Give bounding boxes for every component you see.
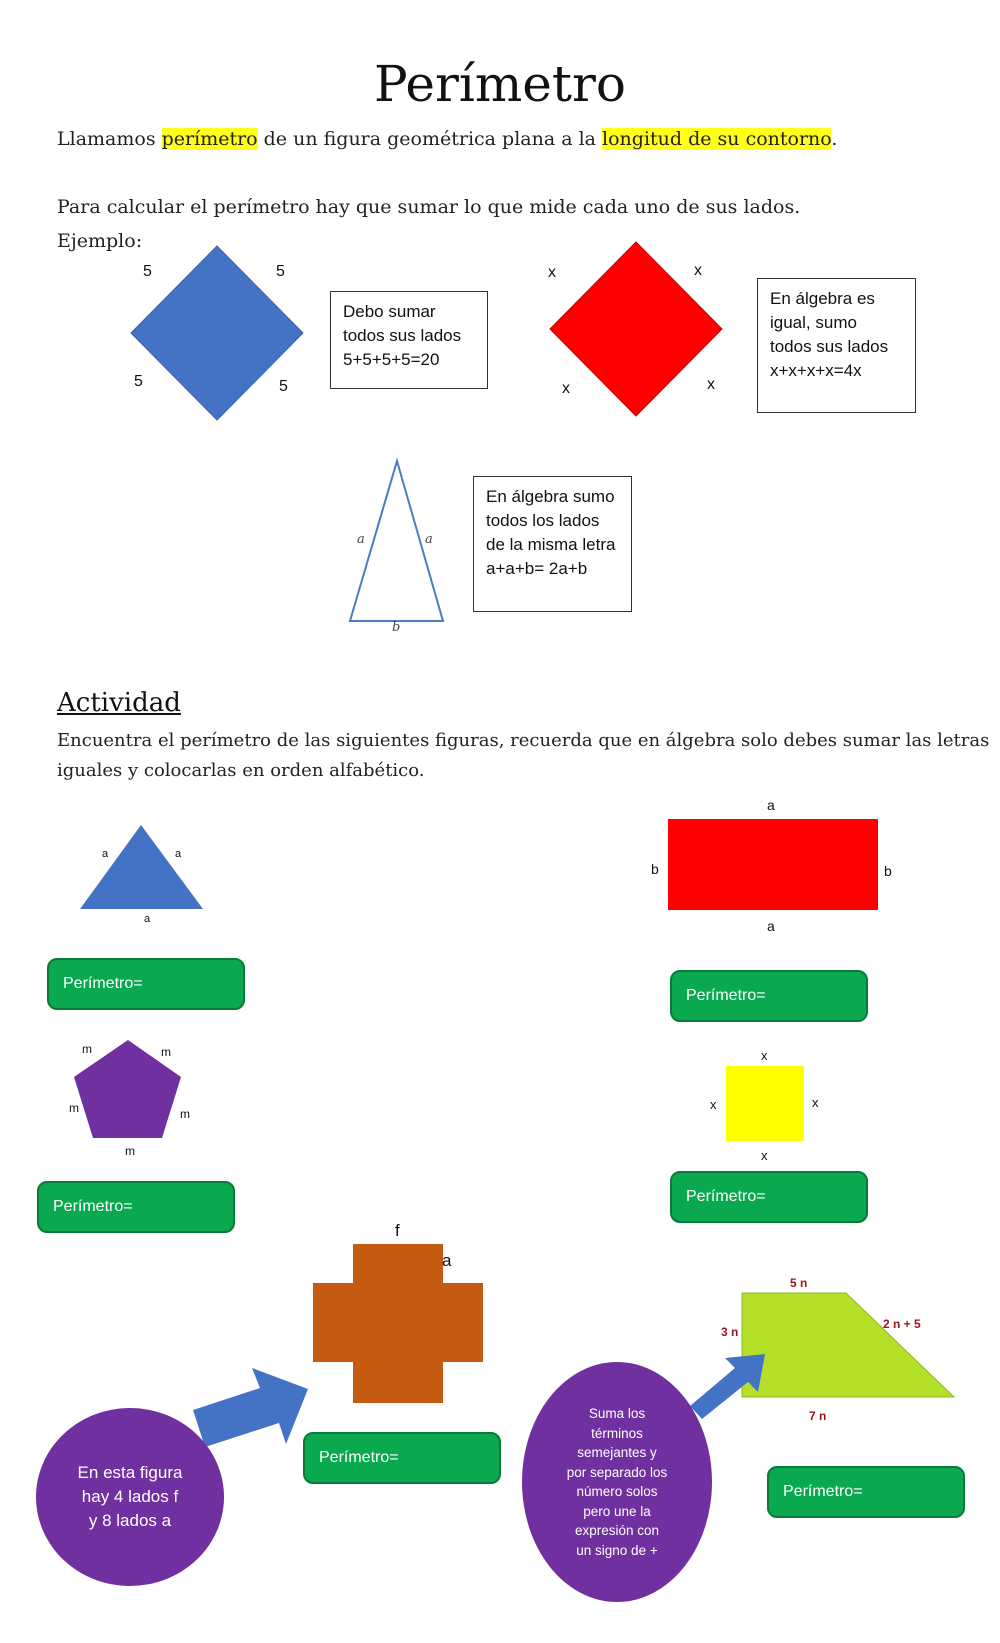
trapezoid-label-slant: 2 n + 5	[883, 1317, 921, 1331]
activity-line2: iguales y colocarlas en orden alfabético.	[57, 760, 425, 781]
hint-bubble-trapezoid: Suma los términos semejantes y por separado los número solos pero une la expresión con un signo de +	[522, 1362, 712, 1602]
pentagon-label-b: m	[125, 1144, 135, 1158]
rect-label-top: a	[767, 797, 775, 813]
red-rhombus-label-tr: x	[694, 262, 702, 279]
pentagon-label-tl: m	[82, 1042, 92, 1056]
rhombus-label-br: 5	[279, 378, 288, 395]
triangle-label-base: b	[392, 620, 401, 635]
page-title: Perímetro	[374, 55, 626, 113]
eq-triangle-label-left: a	[102, 848, 109, 860]
square-label-top: x	[761, 1048, 768, 1063]
activity-heading: Actividad	[57, 688, 181, 718]
hint-bubble-cross: En esta figura hay 4 lados f y 8 lados a	[36, 1408, 224, 1586]
pentagon-label-tr: m	[161, 1045, 171, 1059]
rhombus-label-bl: 5	[134, 373, 143, 390]
example-label: Ejemplo:	[57, 230, 143, 252]
red-rhombus-label-bl: x	[562, 380, 570, 397]
rect-label-right: b	[884, 863, 892, 879]
perimeter-input-pentagon[interactable]: Perímetro=	[37, 1181, 235, 1233]
perimeter-input-cross[interactable]: Perímetro=	[303, 1432, 501, 1484]
pentagon-label-r: m	[180, 1107, 190, 1121]
example1-box: Debo sumar todos sus lados 5+5+5+5=20	[330, 291, 488, 389]
intro-text: Llamamos perímetro de un figura geométrica plana a la longitud de su contorno.	[57, 128, 838, 150]
perimeter-input-triangle[interactable]: Perímetro=	[47, 958, 245, 1010]
highlight-perimetro: perímetro	[161, 128, 258, 150]
red-rhombus-label-tl: x	[548, 264, 556, 281]
trapezoid-label-left: 3 n	[721, 1325, 739, 1339]
eq-triangle-label-base: a	[144, 913, 151, 925]
perimeter-input-rectangle[interactable]: Perímetro=	[670, 970, 868, 1022]
perimeter-input-trapezoid[interactable]: Perímetro=	[767, 1466, 965, 1518]
arrow-to-trapezoid	[0, 0, 1, 1]
triangle-label-left: a	[357, 532, 365, 547]
rhombus-label-tl: 5	[143, 263, 152, 280]
cross-label-a: a	[442, 1251, 452, 1270]
pentagon-label-l: m	[69, 1101, 79, 1115]
eq-triangle-label-right: a	[175, 848, 182, 860]
rect-label-left: b	[651, 861, 659, 877]
calc-text: Para calcular el perímetro hay que sumar lo que mide cada uno de sus lados.	[57, 196, 801, 218]
trapezoid-label-bottom: 7 n	[809, 1409, 827, 1423]
square-label-right: x	[812, 1095, 819, 1110]
example2-box: En álgebra es igual, sumo todos sus lados x+x+x+x=4x	[757, 278, 916, 413]
perimeter-input-square[interactable]: Perímetro=	[670, 1171, 868, 1223]
rhombus-label-tr: 5	[276, 263, 285, 280]
square-label-left: x	[710, 1097, 717, 1112]
rect-label-bottom: a	[767, 918, 775, 934]
red-rhombus-label-br: x	[707, 376, 715, 393]
trapezoid-label-top: 5 n	[790, 1276, 808, 1290]
example3-box: En álgebra sumo todos los lados de la misma letra a+a+b= 2a+b	[473, 476, 632, 612]
activity-line1: Encuentra el perímetro de las siguientes figuras, recuerda que en álgebra solo debes sumar las letras	[57, 730, 990, 751]
triangle-label-right: a	[425, 532, 433, 547]
square-label-bottom: x	[761, 1148, 768, 1163]
cross-label-f: f	[395, 1221, 400, 1240]
highlight-longitud: longitud de su contorno	[602, 128, 832, 150]
